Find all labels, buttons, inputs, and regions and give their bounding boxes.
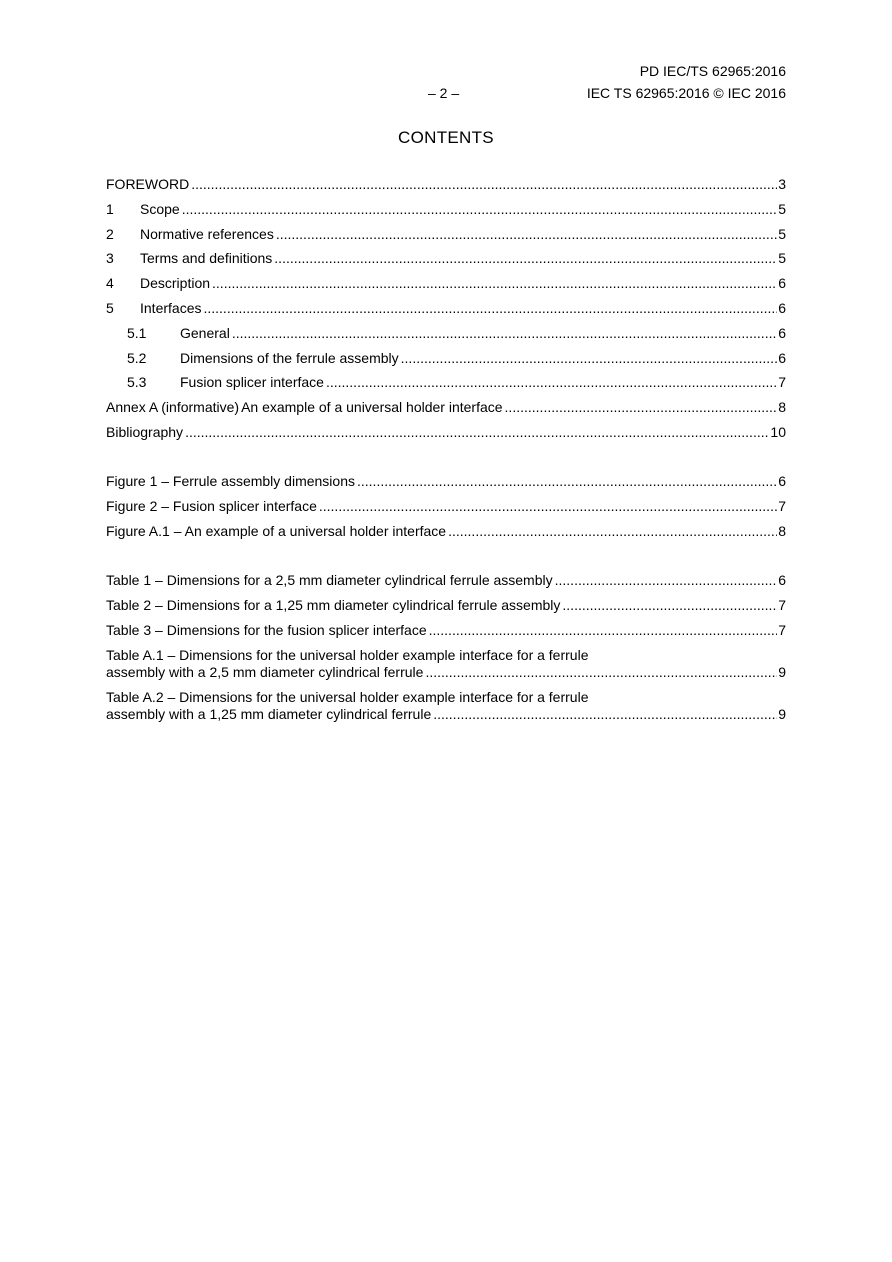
toc-entry-number: 1	[106, 200, 114, 217]
toc-entry-page: 3	[778, 176, 786, 192]
toc-entry-page: 7	[778, 498, 786, 515]
toc-entry-bibliography[interactable]	[106, 424, 786, 449]
dot-leader	[276, 226, 777, 243]
toc-entry-title-line2: assembly with a 2,5 mm diameter cylindrical ferrule	[106, 663, 424, 680]
toc-entry-title: General	[180, 324, 230, 341]
toc-entry-title: Table A.2 – Dimensions for the universal holder example interface for a ferrule	[106, 688, 589, 705]
toc-entry-figure-a1[interactable]	[106, 523, 786, 548]
toc-entry-table-a2[interactable]	[106, 689, 786, 731]
toc-entry-title-continued	[106, 664, 786, 681]
toc-entry-scope[interactable]	[106, 201, 786, 226]
dot-leader	[555, 572, 778, 589]
dot-leader	[182, 201, 778, 218]
toc-entry-title-line2: assembly with a 1,25 mm diameter cylindrical ferrule	[106, 705, 432, 722]
toc-entry-table-a1[interactable]	[106, 647, 786, 689]
toc-entry-number: 4	[106, 275, 114, 292]
toc-entry-interfaces[interactable]	[106, 300, 786, 325]
dot-leader	[212, 275, 777, 292]
dot-leader	[185, 424, 769, 441]
toc-entry-fusion-splicer[interactable]	[106, 374, 786, 399]
toc-entry-page: 8	[778, 522, 786, 539]
toc-entry-title: Dimensions of the ferrule assembly	[180, 349, 399, 366]
dot-leader	[401, 350, 778, 367]
dot-leader	[274, 250, 777, 267]
toc-entry-title: Figure 1 – Ferrule assembly dimensions	[106, 473, 355, 490]
toc-entry-title: Figure A.1 – An example of a universal holder interface	[106, 522, 447, 539]
page-header	[0, 85, 786, 105]
toc-entry-number: 5	[106, 299, 114, 316]
toc-entry-page: 5	[778, 225, 786, 242]
toc-entry-general[interactable]	[106, 325, 786, 350]
toc-entry-title: Normative references	[140, 225, 274, 242]
toc-entry-title: Description	[140, 275, 211, 292]
dot-leader	[203, 300, 777, 317]
dot-leader	[425, 664, 777, 681]
dot-leader	[326, 374, 777, 391]
toc-entry-page: 5	[778, 250, 786, 267]
toc-entry-annex-a[interactable]	[106, 399, 786, 424]
toc-entry-page: 9	[778, 663, 786, 680]
toc-entry-page: 6	[778, 299, 786, 316]
toc-entry-table-2[interactable]	[106, 597, 786, 622]
dot-leader	[232, 325, 777, 342]
spacer	[106, 449, 786, 474]
toc-entry-title: Fusion splicer interface	[180, 374, 324, 391]
toc-entry-title: Interfaces	[140, 299, 202, 316]
toc-entry-title: Table 1 – Dimensions for a 2,5 mm diameter cylindrical ferrule assembly	[106, 572, 553, 589]
toc-entry-number: 5.1	[127, 324, 147, 341]
toc-entry-page: 8	[778, 399, 786, 416]
dot-leader	[429, 622, 778, 639]
dot-leader	[357, 473, 777, 490]
dot-leader	[505, 399, 778, 416]
toc-entry-page: 7	[778, 621, 786, 638]
toc-entry-description[interactable]	[106, 275, 786, 300]
toc-entry-title: Terms and definitions	[140, 250, 273, 267]
table-of-contents	[106, 176, 786, 731]
dot-leader	[191, 176, 777, 193]
toc-entry-title: Table A.1 – Dimensions for the universal holder example interface for a ferrule	[106, 646, 589, 663]
toc-entry-table-1[interactable]	[106, 572, 786, 597]
toc-entry-terms-and-definitions[interactable]	[106, 250, 786, 275]
dot-leader	[448, 523, 777, 540]
page-title: CONTENTS	[398, 128, 494, 147]
copyright-notice: IEC TS 62965:2016 © IEC 2016	[586, 85, 786, 101]
toc-entry-title: An example of a universal holder interface	[241, 399, 503, 416]
toc-entry-page: 9	[778, 705, 786, 722]
toc-entry-number: 5.3	[127, 374, 147, 391]
toc-entry-page: 5	[778, 200, 786, 217]
toc-entry-table-3[interactable]	[106, 622, 786, 647]
dot-leader	[433, 706, 777, 723]
toc-entry-title: Figure 2 – Fusion splicer interface	[106, 498, 317, 515]
toc-entry-number: 3	[106, 250, 114, 267]
toc-entry-page: 6	[778, 275, 786, 292]
toc-entry-page: 6	[778, 473, 786, 490]
toc-entry-page: 6	[778, 572, 786, 589]
dot-leader	[319, 498, 777, 515]
toc-entry-title: Scope	[140, 200, 180, 217]
toc-entry-title: Bibliography	[106, 423, 184, 440]
document-id: PD IEC/TS 62965:2016	[639, 63, 786, 79]
toc-entry-page: 10	[770, 423, 786, 440]
toc-entry-page: 7	[778, 596, 786, 613]
toc-entry-number: Annex A (informative)	[106, 399, 240, 416]
toc-entry-ferrule-dimensions[interactable]	[106, 350, 786, 375]
toc-entry-figure-2[interactable]	[106, 498, 786, 523]
toc-entry-normative-references[interactable]	[106, 226, 786, 251]
toc-entry-title-continued	[106, 706, 786, 723]
toc-entry-figure-1[interactable]	[106, 473, 786, 498]
toc-entry-number: 5.2	[127, 349, 147, 366]
toc-entry-number: 2	[106, 225, 114, 242]
dot-leader	[562, 597, 777, 614]
page-number: – 2 –	[428, 85, 460, 101]
toc-entry-title: Table 3 – Dimensions for the fusion splicer interface	[106, 621, 427, 638]
toc-entry-foreword[interactable]	[106, 176, 786, 201]
toc-entry-title: Table 2 – Dimensions for a 1,25 mm diameter cylindrical ferrule assembly	[106, 596, 561, 613]
toc-entry-page: 6	[778, 324, 786, 341]
toc-entry-page: 6	[778, 349, 786, 366]
toc-entry-page: 7	[778, 374, 786, 391]
spacer	[106, 548, 786, 573]
toc-entry-title: FOREWORD	[106, 176, 190, 192]
